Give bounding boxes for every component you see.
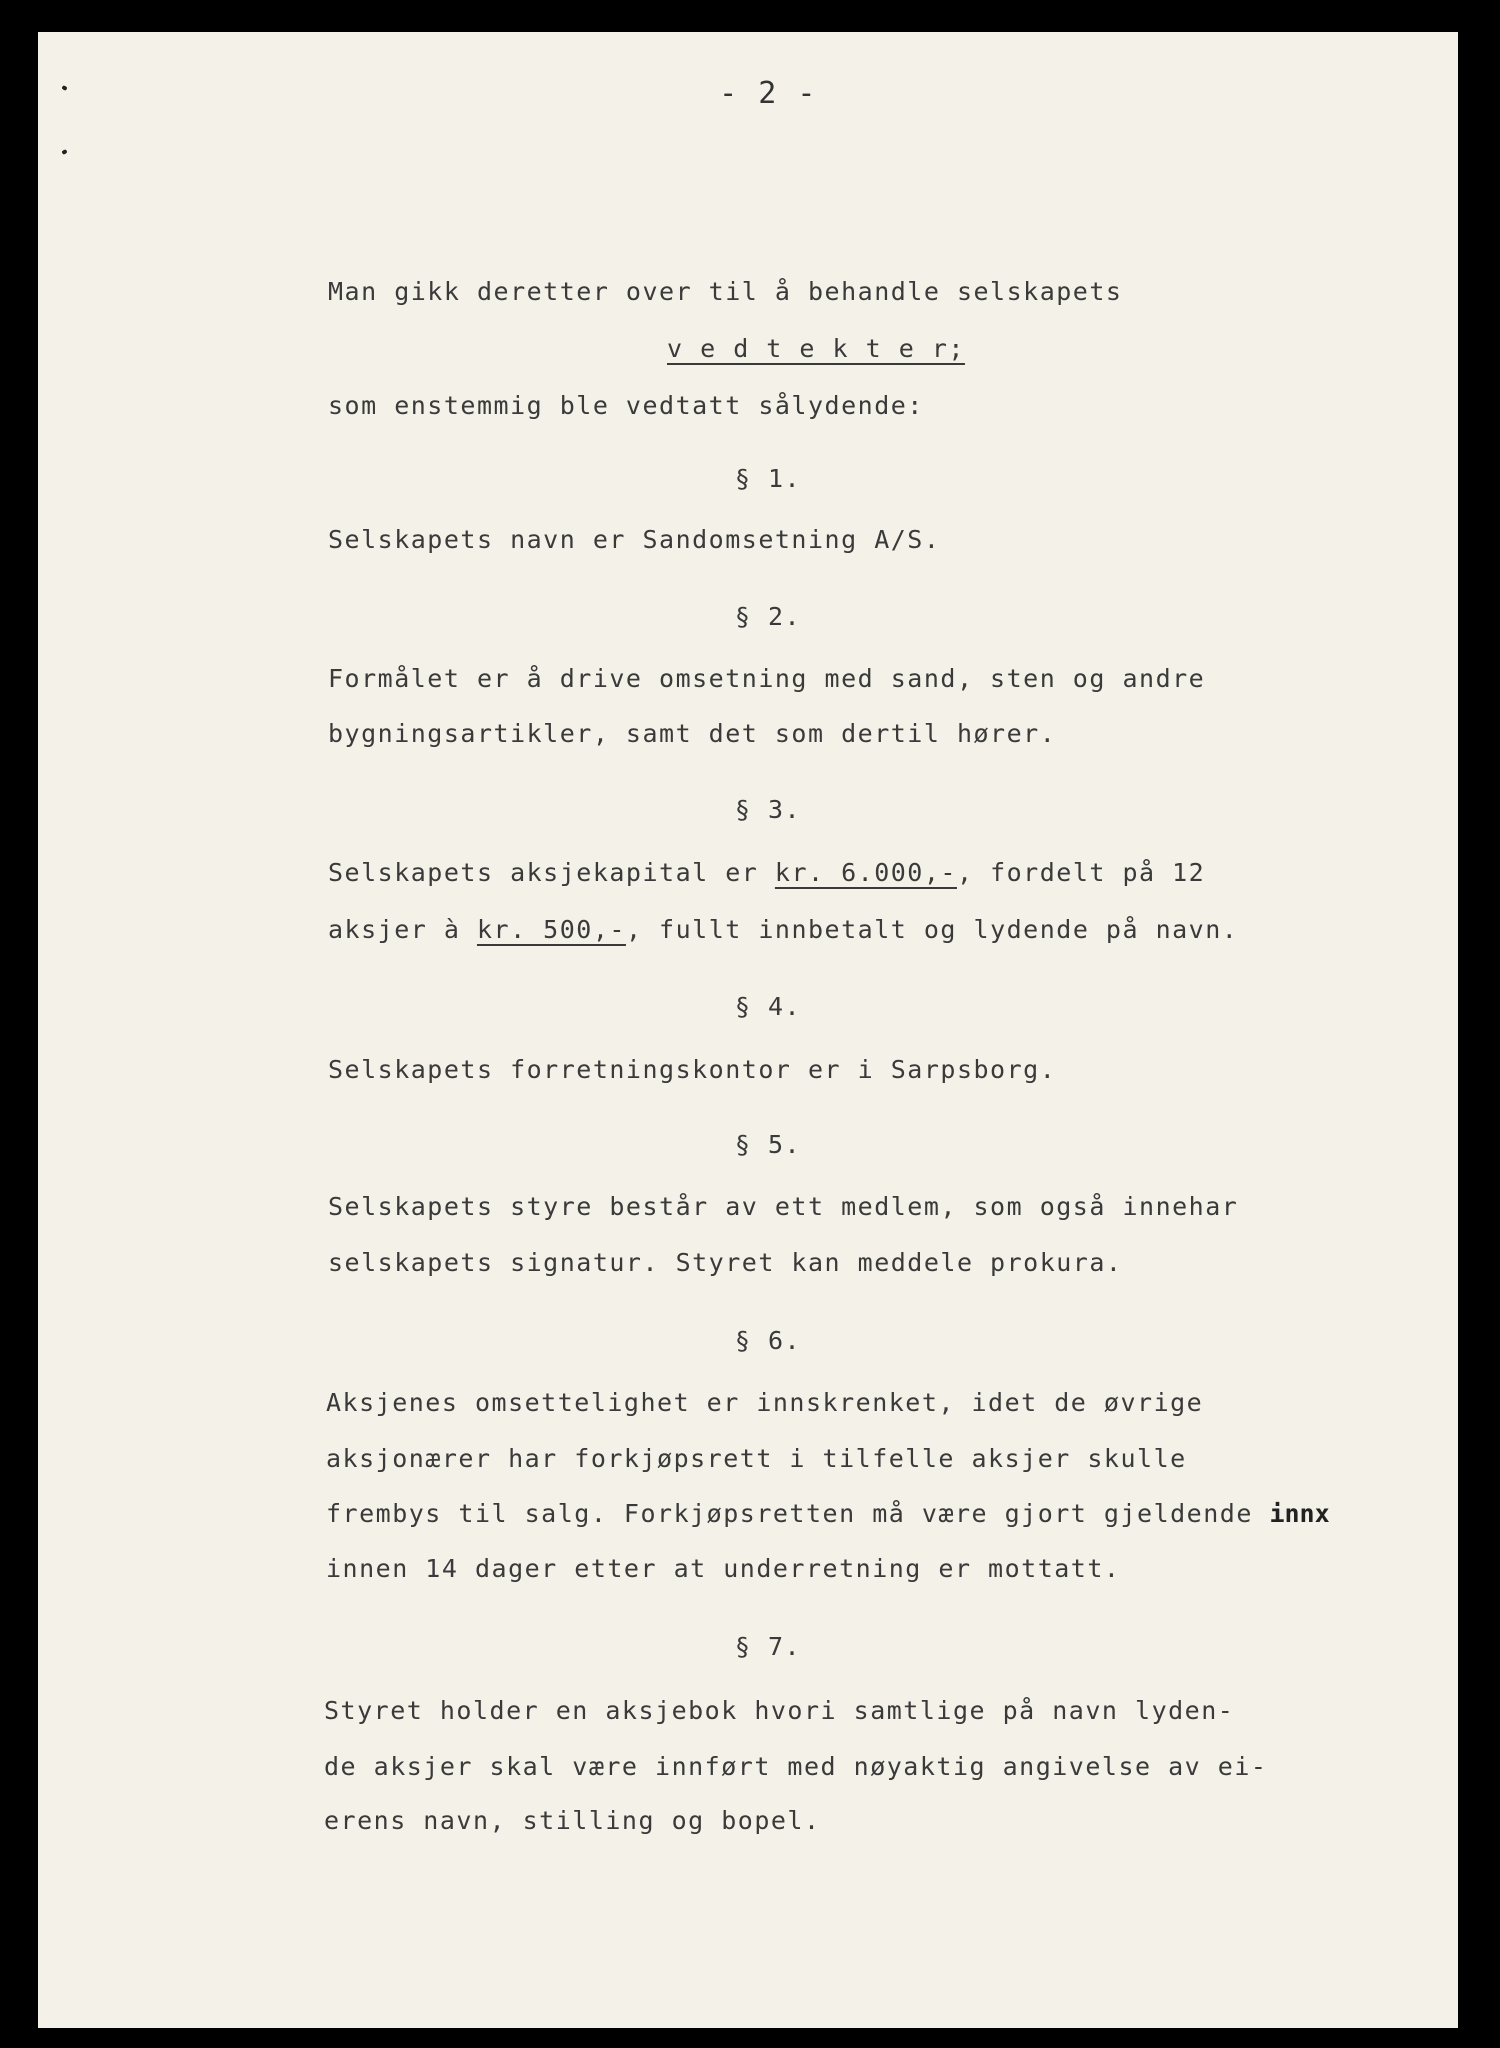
section-mark: § 1.: [734, 464, 802, 493]
share-value-amount: kr. 500,-: [476, 915, 626, 944]
section-text: innen 14 dager etter at underretning er mottatt.: [326, 1554, 1121, 1583]
text-run: aksjer à: [328, 915, 477, 944]
section-text: Aksjenes omsettelighet er innskrenket, idet de øvrige: [326, 1388, 1204, 1417]
text-run: Selskapets aksjekapital er: [328, 858, 775, 887]
section-text: Selskapets navn er Sandomsetning A/S.: [328, 525, 941, 554]
section-text: Formålet er å drive omsetning med sand, sten og andre: [328, 664, 1206, 693]
section-text: selskapets signatur. Styret kan meddele prokura.: [328, 1248, 1123, 1277]
section-text: Styret holder en aksjebok hvori samtlige på navn lyden-: [324, 1696, 1235, 1725]
intro-line: Man gikk deretter over til å behandle selskapets: [328, 277, 1123, 306]
text-run: , fullt innbetalt og lydende på navn.: [625, 915, 1239, 944]
section-text: Selskapets styre består av ett medlem, som også innehar: [328, 1192, 1239, 1221]
section-text: [326, 1499, 1330, 1528]
section-text: aksjonærer har forkjøpsrett i tilfelle aksjer skulle: [326, 1444, 1187, 1473]
page-number: - 2 -: [719, 76, 817, 111]
section-mark: § 7.: [734, 1632, 802, 1661]
text-run: frembys til salg. Forkjøpsretten må være gjort gjeldende: [326, 1499, 1270, 1528]
intro-after-line: som enstemmig ble vedtatt sålydende:: [328, 391, 924, 420]
section-mark: § 4.: [734, 992, 802, 1021]
text-run: , fordelt på 12: [956, 858, 1206, 887]
share-capital-amount: kr. 6.000,-: [774, 858, 957, 887]
heading-vedtekter: v e d t e k t e r;: [667, 334, 965, 363]
margin-mark: [61, 149, 67, 155]
document-page: [38, 32, 1458, 2028]
section-mark: § 5.: [734, 1130, 802, 1159]
section-text: erens navn, stilling og bopel.: [324, 1806, 821, 1835]
section-text: [328, 858, 1205, 887]
struck-out-text: innx: [1269, 1499, 1330, 1528]
section-mark: § 2.: [734, 602, 802, 631]
section-text: Selskapets forretningskontor er i Sarpsborg.: [328, 1055, 1057, 1084]
section-mark: § 6.: [734, 1326, 802, 1355]
section-text: de aksjer skal være innført med nøyaktig angivelse av ei-: [324, 1752, 1268, 1781]
section-mark: § 3.: [734, 795, 802, 824]
section-text: bygningsartikler, samt det som dertil hører.: [328, 719, 1057, 748]
section-text: [328, 915, 1238, 944]
